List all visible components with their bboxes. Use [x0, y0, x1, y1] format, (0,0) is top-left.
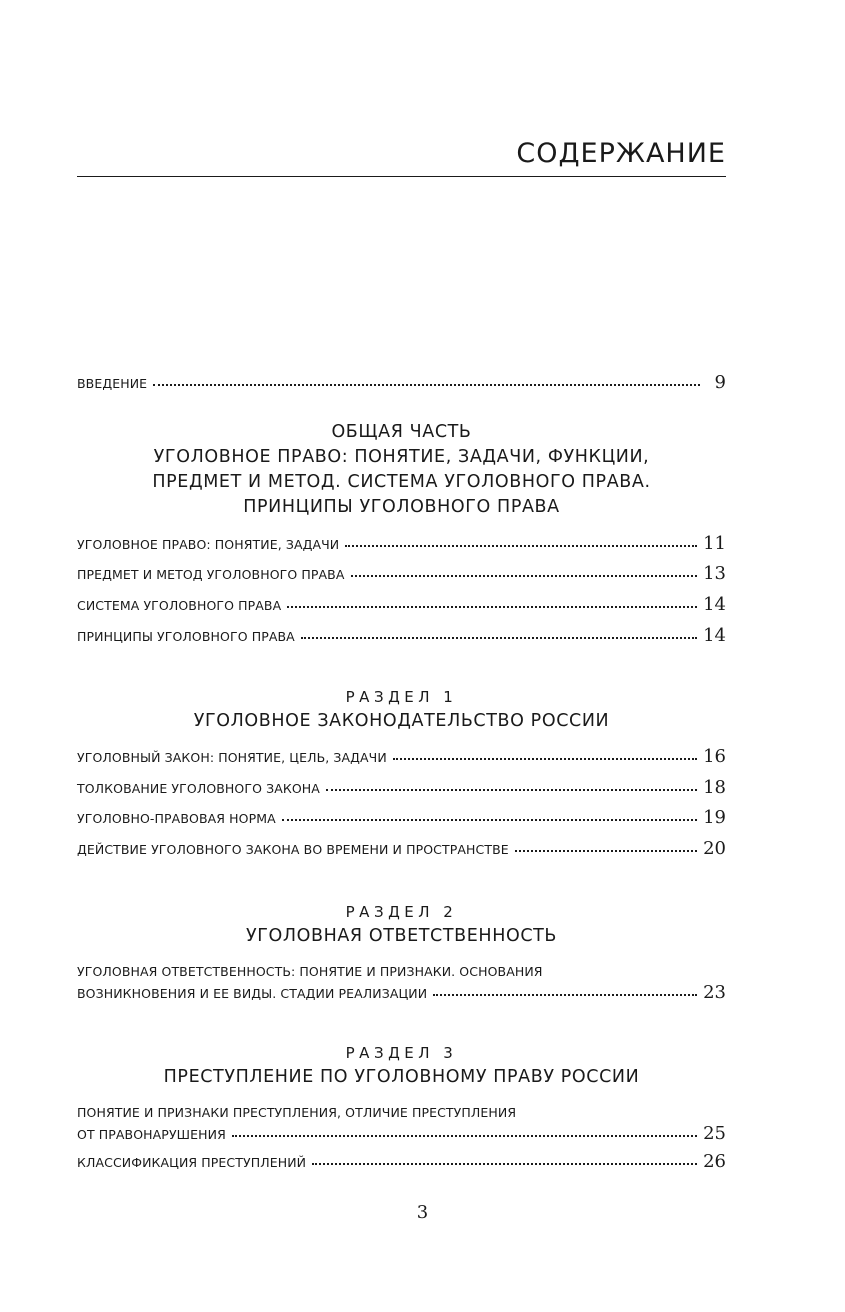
section-2-header: [77, 900, 726, 949]
toc-entry-intro[interactable]: [77, 372, 726, 393]
dot-leader: [393, 758, 697, 760]
toc-entry-title: УГОЛОВНОЕ ПРАВО: ПОНЯТИЕ, ЗАДАЧИ: [77, 537, 340, 552]
toc-entry-page: 19: [703, 807, 726, 828]
toc-entry-page: 18: [703, 777, 726, 798]
section-3-header: [77, 1041, 726, 1090]
toc-entry-title: СИСТЕМА УГОЛОВНОГО ПРАВА: [77, 598, 282, 613]
toc-entry-page: 20: [703, 838, 726, 859]
general-part-heading-line: ПРИНЦИПЫ УГОЛОВНОГО ПРАВА: [243, 497, 560, 517]
toc-entry[interactable]: [77, 838, 726, 859]
toc-entry-title: ПРЕДМЕТ И МЕТОД УГОЛОВНОГО ПРАВА: [77, 567, 345, 582]
dot-leader: [351, 575, 698, 577]
section-label: РАЗДЕЛ 3: [345, 1044, 458, 1062]
toc-entry-page: 16: [703, 746, 726, 767]
section-heading: УГОЛОВНАЯ ОТВЕТСТВЕННОСТЬ: [245, 926, 558, 946]
dot-leader: [345, 545, 697, 547]
title-divider: [77, 176, 726, 177]
toc-entry-title-line2: ВОЗНИКНОВЕНИЯ И ЕЕ ВИДЫ. СТАДИИ РЕАЛИЗАЦИИ: [77, 986, 428, 1001]
toc-entry-title: КЛАССИФИКАЦИЯ ПРЕСТУПЛЕНИЙ: [77, 1155, 307, 1170]
general-part-header: [77, 420, 726, 520]
toc-entry-title: ПРИНЦИПЫ УГОЛОВНОГО ПРАВА: [77, 629, 295, 644]
section-1-header: [77, 685, 726, 734]
dot-leader: [433, 994, 697, 996]
toc-entry[interactable]: [77, 563, 726, 584]
toc-entry[interactable]: [77, 625, 726, 646]
toc-entry-multiline[interactable]: [77, 1103, 726, 1144]
toc-entry-page: 26: [703, 1151, 726, 1172]
toc-entry-title-line2: ОТ ПРАВОНАРУШЕНИЯ: [77, 1127, 226, 1142]
dot-leader: [312, 1163, 697, 1165]
section-label: РАЗДЕЛ 2: [345, 903, 458, 921]
toc-entry-title-line1: УГОЛОВНАЯ ОТВЕТСТВЕННОСТЬ: ПОНЯТИЕ И ПРИЗНАКИ. ОСНОВАНИЯ: [77, 964, 543, 979]
dot-leader: [515, 850, 697, 852]
section-heading: УГОЛОВНОЕ ЗАКОНОДАТЕЛЬСТВО РОССИИ: [193, 711, 610, 731]
toc-entry-page: 9: [714, 372, 726, 393]
dot-leader: [232, 1135, 697, 1137]
general-part-heading-line: ПРЕДМЕТ И МЕТОД. СИСТЕМА УГОЛОВНОГО ПРАВА.: [152, 472, 651, 492]
dot-leader: [301, 637, 697, 639]
toc-entry-page: 14: [703, 625, 726, 646]
toc-entry[interactable]: [77, 746, 726, 767]
page-title: СОДЕРЖАНИЕ: [516, 138, 726, 169]
toc-entry[interactable]: [77, 777, 726, 798]
toc-entry-title: УГОЛОВНЫЙ ЗАКОН: ПОНЯТИЕ, ЦЕЛЬ, ЗАДАЧИ: [77, 750, 387, 765]
toc-entry-title: ТОЛКОВАНИЕ УГОЛОВНОГО ЗАКОНА: [77, 781, 320, 796]
toc-entry-title: ДЕЙСТВИЕ УГОЛОВНОГО ЗАКОНА ВО ВРЕМЕНИ И ПРОСТРАНСТВЕ: [77, 842, 509, 857]
general-part-heading-line: УГОЛОВНОЕ ПРАВО: ПОНЯТИЕ, ЗАДАЧИ, ФУНКЦИИ,: [153, 447, 650, 467]
toc-entry[interactable]: [77, 807, 726, 828]
toc-entry-multiline[interactable]: [77, 962, 726, 1003]
section-label: РАЗДЕЛ 1: [345, 688, 458, 706]
toc-entry-page: 14: [703, 594, 726, 615]
toc-entry-page: 23: [703, 982, 726, 1003]
toc-entry-title: УГОЛОВНО-ПРАВОВАЯ НОРМА: [77, 811, 276, 826]
toc-entry-page: 11: [703, 533, 726, 554]
toc-entry-title-line1: ПОНЯТИЕ И ПРИЗНАКИ ПРЕСТУПЛЕНИЯ, ОТЛИЧИЕ ПРЕСТУПЛЕНИЯ: [77, 1105, 517, 1120]
toc-entry[interactable]: [77, 594, 726, 615]
dot-leader: [326, 789, 697, 791]
toc-entry[interactable]: [77, 533, 726, 554]
dot-leader: [153, 384, 700, 386]
page-number: 3: [416, 1202, 429, 1223]
toc-entry-title: ВВЕДЕНИЕ: [77, 376, 148, 391]
toc-entry[interactable]: [77, 1151, 726, 1172]
toc-entry-page: 25: [703, 1123, 726, 1144]
dot-leader: [287, 606, 697, 608]
dot-leader: [282, 819, 697, 821]
toc-entry-page: 13: [703, 563, 726, 584]
general-part-label: ОБЩАЯ ЧАСТЬ: [331, 422, 472, 442]
section-heading: ПРЕСТУПЛЕНИЕ ПО УГОЛОВНОМУ ПРАВУ РОССИИ: [163, 1067, 640, 1087]
